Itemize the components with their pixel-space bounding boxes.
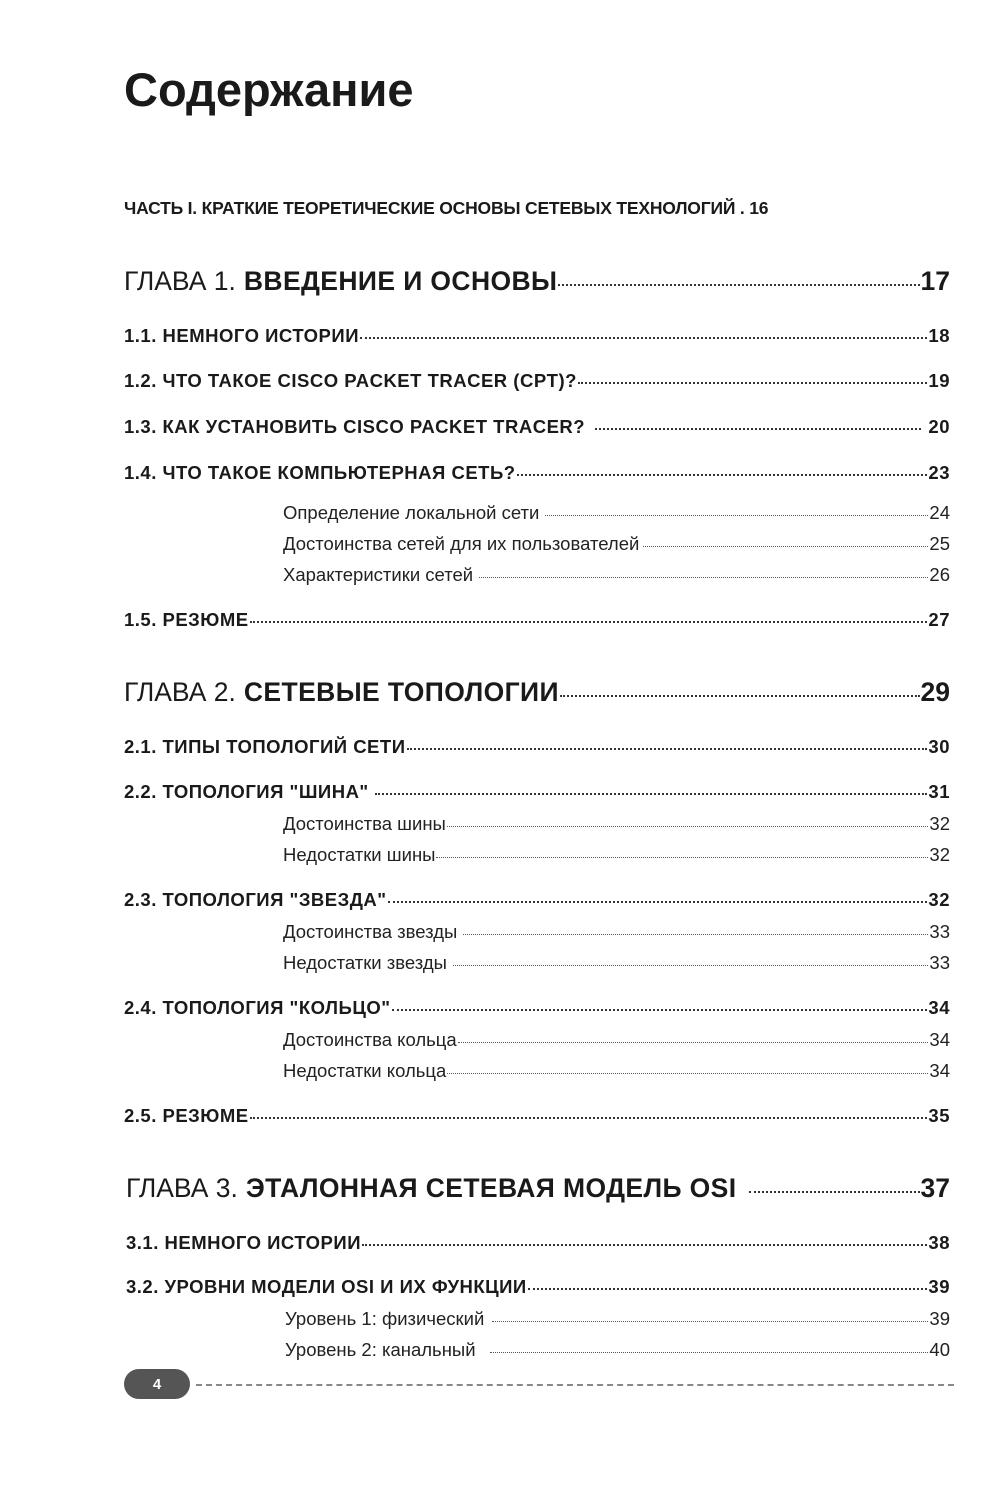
toc-entry-1-5[interactable]: 1.5. РЕЗЮМЕ 27 bbox=[124, 609, 950, 630]
chapter-prefix: ГЛАВА 2. bbox=[124, 677, 236, 707]
toc-part-label: ЧАСТЬ I. КРАТКИЕ ТЕОРЕТИЧЕСКИЕ ОСНОВЫ СЕТЕВЫХ ТЕХНОЛОГИЙ bbox=[124, 198, 736, 218]
toc-entry-1-4[interactable]: 1.4. ЧТО ТАКОЕ КОМПЬЮТЕРНАЯ СЕТЬ? 23 bbox=[124, 462, 950, 483]
toc-part-heading[interactable]: ЧАСТЬ I. КРАТКИЕ ТЕОРЕТИЧЕСКИЕ ОСНОВЫ СЕТЕВЫХ ТЕХНОЛОГИЙ . 16 bbox=[124, 198, 769, 218]
chapter-title: ЭТАЛОННАЯ СЕТЕВАЯ МОДЕЛЬ OSI bbox=[245, 1173, 737, 1203]
toc-subentry[interactable]: Достоинства сетей для их пользователей 25 bbox=[283, 533, 950, 554]
toc-entry-3-1[interactable]: 3.1. НЕМНОГО ИСТОРИИ 38 bbox=[126, 1232, 950, 1253]
chapter-title: СЕТЕВЫЕ ТОПОЛОГИИ bbox=[243, 677, 559, 707]
chapter-prefix: ГЛАВА 1. bbox=[124, 266, 236, 296]
toc-page-number: 16 bbox=[749, 198, 769, 218]
toc-subentry[interactable]: Определение локальной сети 24 bbox=[283, 502, 950, 523]
toc-entry-2-1[interactable]: 2.1. ТИПЫ ТОПОЛОГИЙ СЕТИ 30 bbox=[124, 736, 950, 757]
toc-subentry[interactable]: Достоинства шины 32 bbox=[283, 813, 950, 834]
leader-dots bbox=[558, 284, 919, 286]
toc-subentry[interactable]: Достоинства кольца 34 bbox=[283, 1029, 950, 1050]
toc-subentry[interactable]: Уровень 1: физический 39 bbox=[285, 1308, 950, 1329]
toc-entry-1-1[interactable]: 1.1. НЕМНОГО ИСТОРИИ 18 bbox=[124, 325, 950, 346]
toc-entry-3-2[interactable]: 3.2. УРОВНИ МОДЕЛИ OSI И ИХ ФУНКЦИИ 39 bbox=[126, 1276, 950, 1297]
toc-entry-2-5[interactable]: 2.5. РЕЗЮМЕ 35 bbox=[124, 1105, 950, 1126]
toc-subentry[interactable]: Недостатки звезды 33 bbox=[283, 952, 950, 973]
toc-page-number: 17 bbox=[920, 266, 950, 296]
page-number-tab: 4 bbox=[124, 1369, 190, 1399]
leader-dots bbox=[560, 695, 920, 697]
toc-entry-1-2[interactable]: 1.2. ЧТО ТАКОЕ CISCO PACKET TRACER (CPT)? 19 bbox=[124, 370, 950, 391]
leader-dots bbox=[749, 1191, 920, 1193]
toc-subentry[interactable]: Недостатки шины 32 bbox=[283, 844, 950, 865]
toc-subentry[interactable]: Характеристики сетей 26 bbox=[283, 564, 950, 585]
toc-subentry[interactable]: Уровень 2: канальный 40 bbox=[285, 1339, 950, 1360]
toc-subentry[interactable]: Достоинства звезды 33 bbox=[283, 921, 950, 942]
chapter-title: ВВЕДЕНИЕ И ОСНОВЫ bbox=[243, 266, 558, 296]
footer-divider bbox=[196, 1384, 954, 1386]
toc-entry-2-4[interactable]: 2.4. ТОПОЛОГИЯ "КОЛЬЦО" 34 bbox=[124, 997, 950, 1018]
toc-chapter-2[interactable] bbox=[124, 677, 950, 708]
toc-page-number: 37 bbox=[920, 1173, 950, 1203]
toc-entry-1-3[interactable]: 1.3. КАК УСТАНОВИТЬ CISCO PACKET TRACER? 20 bbox=[124, 416, 950, 437]
chapter-prefix: ГЛАВА 3. bbox=[126, 1173, 238, 1203]
page-title: Содержание bbox=[124, 63, 414, 116]
toc-entry-2-3[interactable]: 2.3. ТОПОЛОГИЯ "ЗВЕЗДА" 32 bbox=[124, 889, 950, 910]
toc-entry-2-2[interactable]: 2.2. ТОПОЛОГИЯ "ШИНА" 31 bbox=[124, 781, 950, 802]
toc-subentry[interactable]: Недостатки кольца 34 bbox=[283, 1060, 950, 1081]
toc-chapter-1[interactable] bbox=[124, 266, 950, 297]
toc-chapter-3[interactable] bbox=[126, 1173, 950, 1204]
toc-page-number: 29 bbox=[920, 677, 950, 707]
